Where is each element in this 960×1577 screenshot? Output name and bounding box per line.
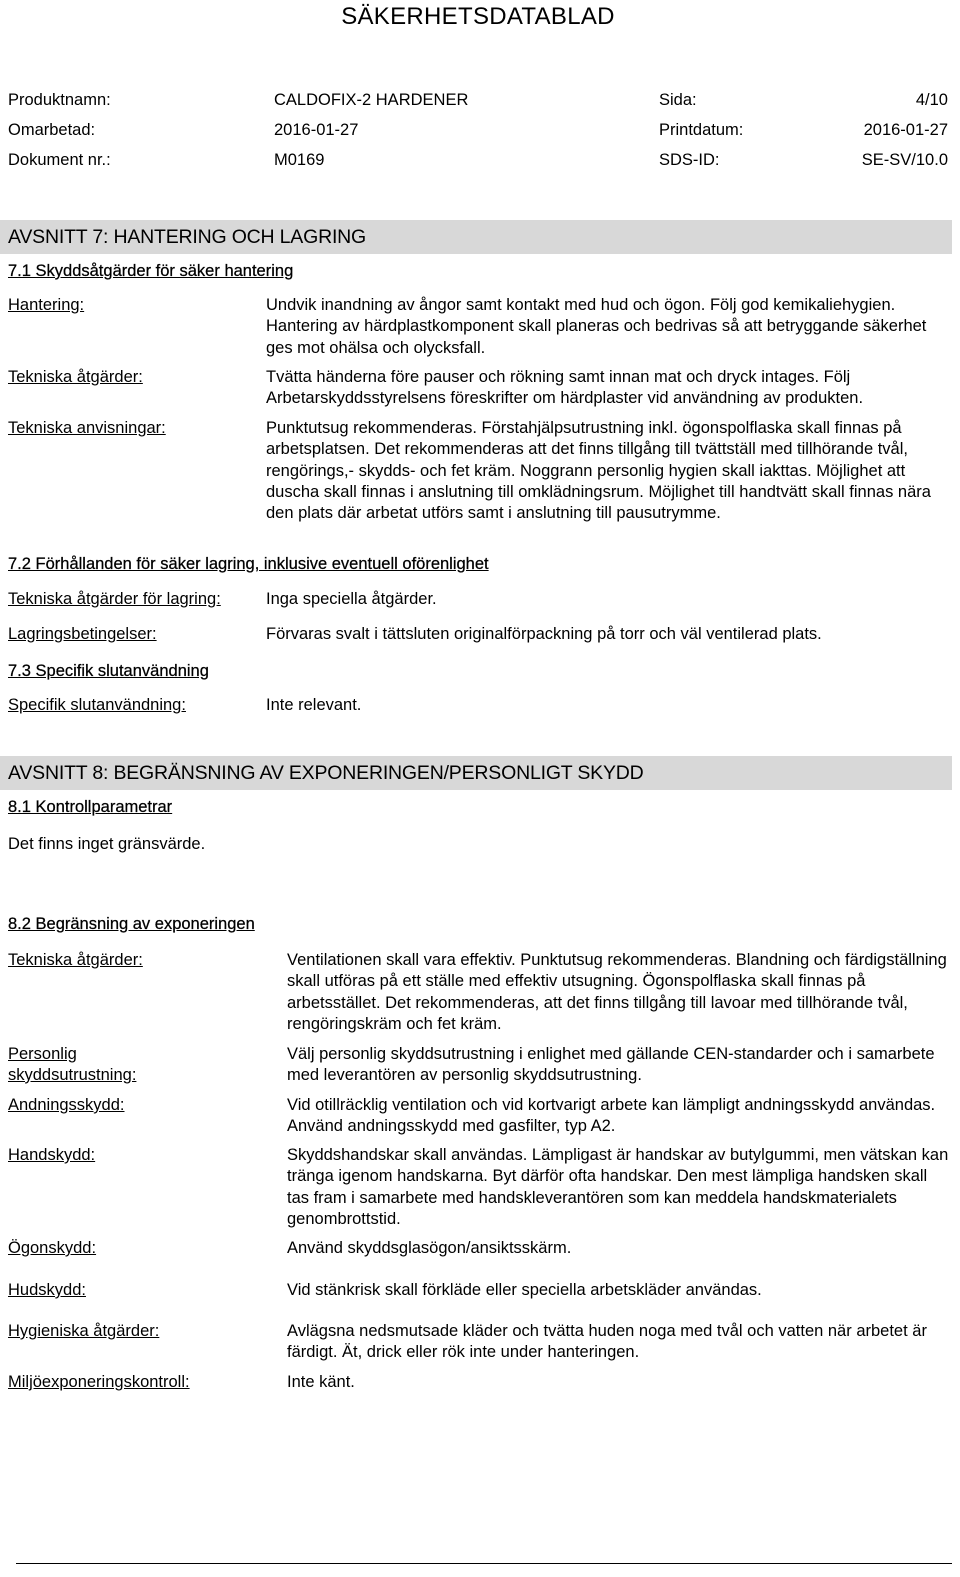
header-label: SDS-ID: bbox=[659, 151, 720, 169]
header-label: Produktnamn: bbox=[8, 91, 111, 109]
header-label: Omarbetad: bbox=[8, 121, 96, 139]
label-hantering: Hantering: bbox=[8, 296, 85, 314]
header-value: 2016-01-27 bbox=[863, 121, 948, 139]
section-7-3-heading: 7.3 Specifik slutanvändning bbox=[8, 662, 209, 680]
text-tekniska-atgarder: Tvätta händerna före pauser och rökning samt innan mat och dryck intages. Följ Arbetarskyddsstyrelsens föreskrifter om härdplaster vid användning av produkten. bbox=[266, 368, 864, 408]
section-7-2-heading: 7.2 Förhållanden för säker lagring, inklusive eventuell oförenlighet bbox=[8, 555, 489, 573]
label-personlig: Personlig bbox=[8, 1045, 77, 1063]
label-miljoexponeringskontroll: Miljöexponeringskontroll: bbox=[8, 1373, 190, 1391]
header-value: 2016-01-27 bbox=[274, 121, 359, 139]
text-hygieniska-atgarder: Avlägsna nedsmutsade kläder och tvätta huden noga med tvål och vatten när arbetet är färdigt. Ät, drick eller rök inte under hanteringen. bbox=[287, 1322, 927, 1362]
text-tekniska-anvisningar: Punktutsug rekommenderas. Förstahjälpsutrustning inkl. ögonspolflaska skall finnas på arbetsplatsen. Det rekommenderas att det finns tillgång till tvättställ med tillhörande tvål, rengörings,- skydds- och fet kräm. Noggrann personlig hygien skall iakttas. Möjlighet att duscha skall finnas i anslutning till omklädningsrum. Möjlighet till handtvätt skall finnas nära den plats där arbetat utförs samt i anslutning till pausutrymme. bbox=[266, 419, 931, 523]
footer-divider bbox=[16, 1563, 952, 1564]
text-andningsskydd: Vid otillräcklig ventilation och vid kortvarigt arbete kan lämpligt andningsskydd användas. Använd andningsskydd med gasfilter, typ A2. bbox=[287, 1096, 936, 1136]
section-7-title: AVSNITT 7: HANTERING OCH LAGRING bbox=[0, 220, 952, 254]
header-label: Dokument nr.: bbox=[8, 151, 111, 169]
label-skyddsutrustning: skyddsutrustning: bbox=[8, 1066, 137, 1084]
text-tekniska-atgarder-8: Ventilationen skall vara effektiv. Punktutsug rekommenderas. Blandning och färdigställning skall utföras på ett ställe med effektiv utsugning. Ögonspolflaska skall finnas på arbetsstället. Det rekommenderas, att det finns tillgång till lavoar med tillhörande tvål, rengöringskräm och fet kräm. bbox=[287, 951, 947, 1033]
header-label: Printdatum: bbox=[659, 121, 744, 139]
section-7-1-heading: 7.1 Skyddsåtgärder för säker hantering bbox=[8, 262, 294, 280]
header-value: M0169 bbox=[274, 151, 325, 169]
header-value: SE-SV/10.0 bbox=[861, 151, 948, 169]
label-tekniska-atgarder: Tekniska åtgärder: bbox=[8, 368, 143, 386]
document-header bbox=[0, 90, 960, 180]
label-andningsskydd: Andningsskydd: bbox=[8, 1096, 125, 1114]
section-8-2-heading: 8.2 Begränsning av exponeringen bbox=[8, 915, 255, 933]
label-lagringsbetingelser: Lagringsbetingelser: bbox=[8, 625, 157, 643]
label-tekniska-anvisningar: Tekniska anvisningar: bbox=[8, 419, 166, 437]
header-value: CALDOFIX-2 HARDENER bbox=[274, 91, 469, 109]
header-row-product bbox=[0, 90, 960, 120]
text-hantering: Undvik inandning av ångor samt kontakt med hud och ögon. Följ god kemikaliehygien. Hantering av härdplastkomponent skall planeras och bedrivas så att betryggande säkerhet ges mot ohälsa och olycksfall. bbox=[266, 296, 927, 357]
text-skyddsutrustning: Välj personlig skyddsutrustning i enlighet med gällande CEN-standarder och i samarbete med leverantören av personlig skyddsutrustning. bbox=[287, 1045, 935, 1085]
label-handskydd: Handskydd: bbox=[8, 1146, 96, 1164]
text-miljoexponeringskontroll: Inte känt. bbox=[287, 1373, 355, 1391]
text-lagringsbetingelser: Förvaras svalt i tättsluten originalförpackning på torr och väl ventilerad plats. bbox=[266, 625, 822, 643]
label-hudskydd: Hudskydd: bbox=[8, 1281, 86, 1299]
section-8-1-heading: 8.1 Kontrollparametrar bbox=[8, 798, 173, 816]
text-handskydd: Skyddshandskar skall användas. Lämpligast är handskar av butylgummi, men vätskan kan tränga igenom handskarna. Byt därför ofta handskar. Den mest lämpliga handsken skall tas fram i samarbete med handskleverantören som kan meddela handskmaterialets genombrottstid. bbox=[287, 1146, 949, 1228]
text-specifik-slutanvandning: Inte relevant. bbox=[266, 696, 362, 714]
header-value: 4/10 bbox=[915, 91, 948, 109]
label-specifik-slutanvandning: Specifik slutanvändning: bbox=[8, 696, 186, 714]
label-tekniska-atgarder-8: Tekniska åtgärder: bbox=[8, 951, 143, 969]
text-kontrollparametrar: Det finns inget gränsvärde. bbox=[8, 835, 206, 853]
header-row-revised bbox=[0, 120, 960, 150]
label-ogonskydd: Ögonskydd: bbox=[8, 1239, 97, 1257]
header-row-document bbox=[0, 150, 960, 180]
label-atgarder-lagring: Tekniska åtgärder för lagring: bbox=[8, 590, 221, 608]
section-8-title: AVSNITT 8: BEGRÄNSNING AV EXPONERINGEN/PERSONLIGT SKYDD bbox=[0, 756, 952, 790]
label-hygieniska-atgarder: Hygieniska åtgärder: bbox=[8, 1322, 160, 1340]
text-hudskydd: Vid stänkrisk skall förkläde eller speciella arbetskläder användas. bbox=[287, 1281, 762, 1299]
text-ogonskydd: Använd skyddsglasögon/ansiktsskärm. bbox=[287, 1239, 572, 1257]
header-label: Sida: bbox=[659, 91, 697, 109]
document-title: SÄKERHETSDATABLAD bbox=[341, 3, 615, 30]
text-atgarder-lagring: Inga speciella åtgärder. bbox=[266, 590, 437, 608]
